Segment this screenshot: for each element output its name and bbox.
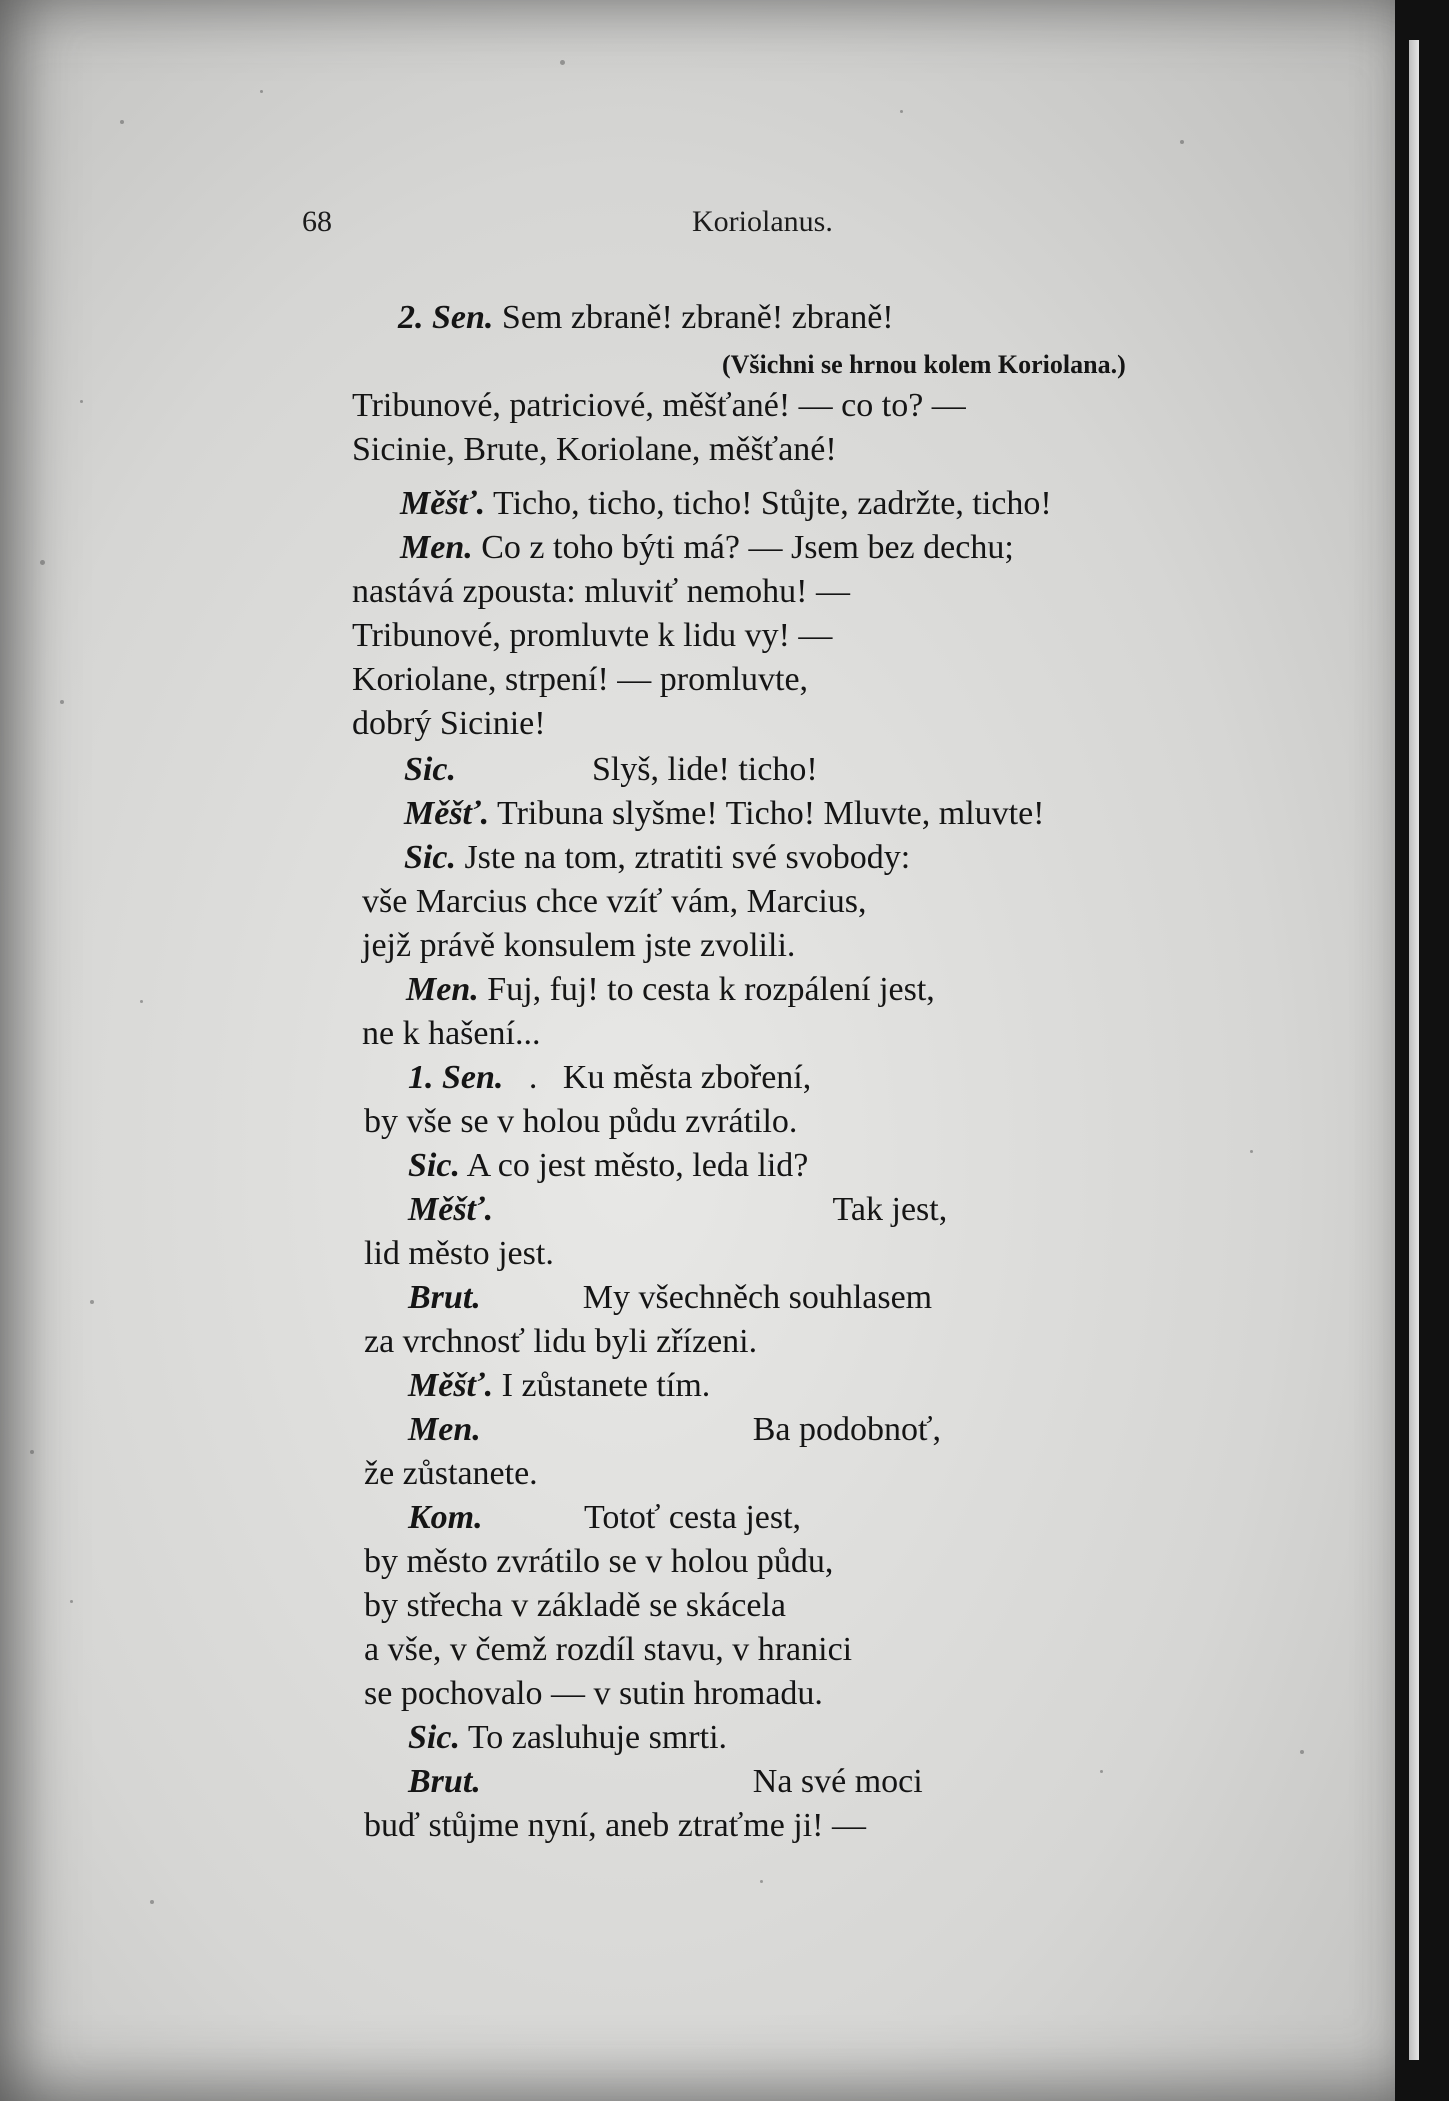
speaker-name: Kom.	[408, 1499, 483, 1536]
text-line	[352, 704, 546, 744]
dialogue-text: Sicinie, Brute, Koriolane, měšťané!	[352, 431, 837, 468]
dialogue-text: Fuj, fuj! to cesta k rozpálení jest,	[478, 971, 935, 1008]
text-line	[408, 1058, 811, 1098]
text-line	[408, 1278, 932, 1318]
running-title: Koriolanus.	[692, 205, 833, 238]
dialogue-text: Sem zbraně! zbraně! zbraně!	[493, 299, 894, 336]
speaker-name: 1. Sen.	[408, 1059, 504, 1096]
text-line	[408, 1498, 801, 1538]
speaker-name: 2. Sen.	[398, 299, 494, 336]
text-line	[404, 750, 818, 790]
scan-speck	[120, 120, 124, 124]
dialogue-text: že zůstanete.	[364, 1455, 538, 1492]
text-line	[364, 1102, 797, 1142]
dialogue-text: se pochovalo — v sutin hromadu.	[364, 1675, 823, 1712]
text-line	[352, 572, 850, 612]
dialogue-text: by vše se v holou půdu zvrátilo.	[364, 1103, 798, 1140]
scan-speck	[30, 1450, 34, 1454]
dialogue-text: Tak jest,	[493, 1191, 948, 1228]
text-line	[408, 1410, 941, 1450]
dialogue-text: Tribunové, promluvte k lidu vy! —	[352, 617, 833, 654]
scan-speck	[1100, 1770, 1103, 1773]
text-line	[352, 616, 832, 656]
speaker-name: Sic.	[408, 1147, 460, 1184]
scan-speck	[40, 560, 45, 565]
scan-speck	[90, 1300, 94, 1304]
dialogue-text: My všechněch souhlasem	[480, 1279, 933, 1316]
scan-speck	[560, 60, 565, 65]
speaker-name: Sic.	[404, 839, 456, 876]
text-line	[408, 1146, 808, 1186]
page-number: 68	[302, 205, 332, 238]
text-line	[362, 926, 795, 966]
speaker-name: Sic.	[404, 751, 456, 788]
dialogue-text: . Ku města zboření,	[503, 1059, 812, 1096]
dialogue-text: Na své moci	[480, 1763, 923, 1800]
speaker-name: Men.	[408, 1411, 481, 1448]
dialogue-text: To zasluhuje smrti.	[459, 1719, 728, 1756]
dialogue-text: A co jest město, leda lid?	[459, 1147, 809, 1184]
dialogue-text: by město zvrátilo se v holou půdu,	[364, 1543, 834, 1580]
dialogue-text: ne k hašení...	[362, 1015, 541, 1052]
text-line	[406, 970, 935, 1010]
dialogue-text: Tribuna slyšme! Ticho! Mluvte, mluvte!	[489, 795, 1045, 832]
dialogue-text: Totoť cesta jest,	[482, 1499, 802, 1536]
text-line	[352, 660, 808, 700]
scan-speck	[1180, 140, 1184, 144]
text-line	[400, 484, 1052, 524]
scan-speck	[70, 1600, 73, 1603]
speaker-name: Měšť.	[408, 1367, 494, 1404]
scan-edge	[1395, 0, 1449, 2101]
dialogue-text: a vše, v čemž rozdíl stavu, v hranici	[364, 1631, 853, 1668]
scan-speck	[760, 1880, 763, 1883]
text-line	[352, 386, 966, 426]
text-line	[364, 1630, 852, 1670]
dialogue-text: I zůstanete tím.	[493, 1367, 711, 1404]
scan-speck	[1250, 1150, 1253, 1153]
text-line	[364, 1586, 786, 1626]
text-line	[364, 1454, 538, 1494]
scan-speck	[1300, 1750, 1304, 1754]
dialogue-text: dobrý Sicinie!	[352, 705, 546, 742]
text-line	[404, 838, 910, 878]
dialogue-text: by střecha v základě se skácela	[364, 1587, 786, 1624]
text-line	[364, 1542, 833, 1582]
text-line	[364, 1234, 554, 1274]
text-line	[408, 1718, 727, 1758]
text-line	[722, 343, 1126, 385]
adjacent-page-edge	[1409, 40, 1419, 2060]
scan-speck	[900, 110, 903, 113]
speaker-name: Měšť.	[400, 485, 486, 522]
dialogue-text: Ba podobnoť,	[480, 1411, 942, 1448]
text-line	[408, 1762, 923, 1802]
text-line	[398, 298, 894, 338]
text-line	[352, 430, 837, 470]
scan-speck	[60, 700, 64, 704]
speaker-name: Brut.	[408, 1279, 481, 1316]
dialogue-text: Co z toho býti má? — Jsem bez dechu;	[472, 529, 1014, 566]
text-line	[364, 1674, 823, 1714]
page-header	[302, 205, 872, 245]
scan-speck	[140, 1000, 143, 1003]
text-line	[408, 1190, 947, 1230]
text-line	[362, 882, 867, 922]
speaker-name: Měšť.	[408, 1191, 494, 1228]
text-line	[400, 528, 1014, 568]
speaker-name: Men.	[400, 529, 473, 566]
dialogue-text: jejž právě konsulem jste zvolili.	[362, 927, 796, 964]
dialogue-text: Tribunové, patriciové, měšťané! — co to? —	[352, 387, 966, 424]
text-line	[364, 1806, 866, 1846]
play-text	[352, 298, 1312, 1858]
dialogue-text: nastává zpousta: mluviť nemohu! —	[352, 573, 850, 610]
dialogue-text: Jste na tom, ztratiti své svobody:	[455, 839, 911, 876]
dialogue-text: vše Marcius chce vzíť vám, Marcius,	[362, 883, 867, 920]
scan-speck	[80, 400, 83, 403]
scan-speck	[150, 1900, 154, 1904]
text-line	[404, 794, 1045, 834]
speaker-name: Men.	[406, 971, 479, 1008]
dialogue-text: lid město jest.	[364, 1235, 554, 1272]
dialogue-text: Ticho, ticho, ticho! Stůjte, zadržte, ticho!	[485, 485, 1052, 522]
speaker-name: Sic.	[408, 1719, 460, 1756]
dialogue-text: Koriolane, strpení! — promluvte,	[352, 661, 809, 698]
text-line	[364, 1322, 757, 1362]
dialogue-text: Slyš, lide! ticho!	[455, 751, 818, 788]
speaker-name: Měšť.	[404, 795, 490, 832]
speaker-name: Brut.	[408, 1763, 481, 1800]
text-line	[362, 1014, 540, 1054]
dialogue-text: buď stůjme nyní, aneb ztraťme ji! —	[364, 1807, 866, 1844]
stage-direction: (Všichni se hrnou kolem Koriolana.)	[722, 350, 1126, 379]
text-line	[408, 1366, 710, 1406]
scan-speck	[260, 90, 263, 93]
dialogue-text: za vrchnosť lidu byli zřízeni.	[364, 1323, 758, 1360]
